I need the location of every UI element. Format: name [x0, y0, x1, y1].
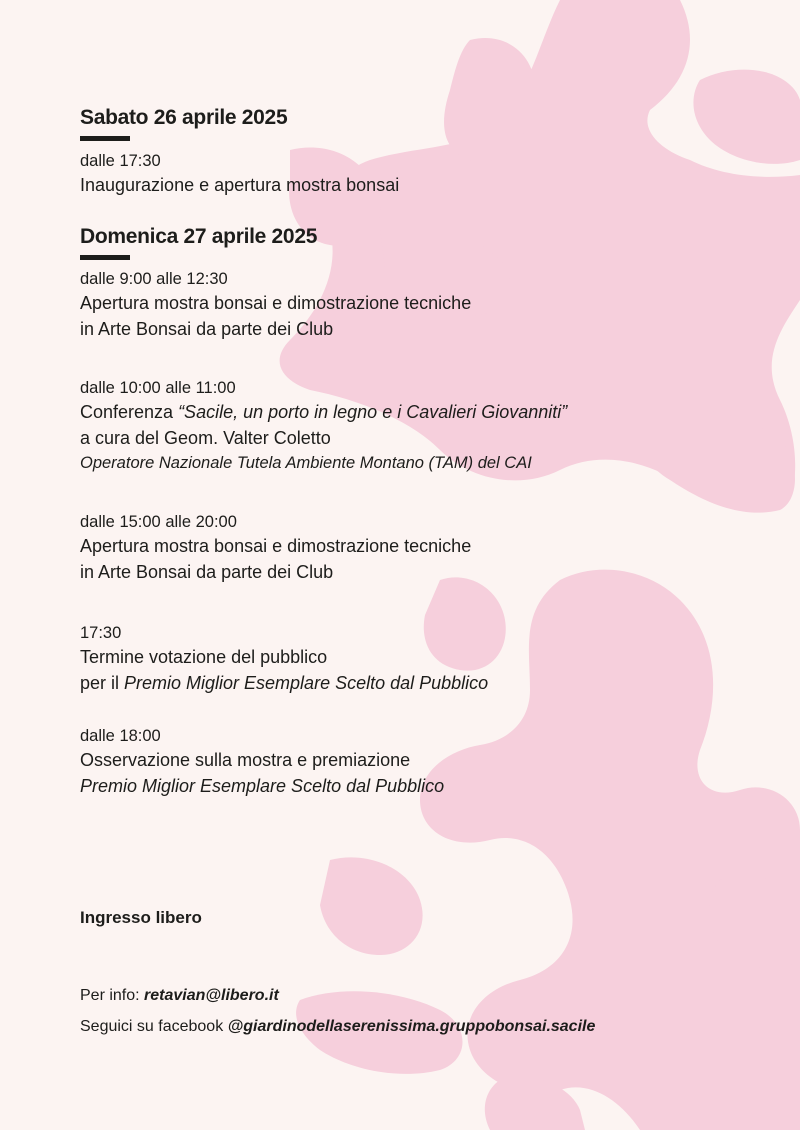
day2-event-1 — [80, 268, 471, 342]
day1-underline — [80, 136, 130, 141]
event-time: dalle 10:00 alle 11:00 — [80, 379, 236, 397]
event-title — [80, 399, 567, 425]
event-title: Termine votazione del pubblico — [80, 647, 328, 667]
day2-event-2 — [80, 377, 567, 475]
facebook-label: Seguici su facebook — [80, 1018, 228, 1035]
day1-event-1 — [80, 150, 399, 198]
event-speaker-role: Operatore Nazionale Tutela Ambiente Montano (TAM) del CAI — [80, 454, 532, 472]
info-label: Per info: — [80, 987, 145, 1004]
day1-heading: Sabato 26 aprile 2025 — [80, 106, 288, 129]
event-title: Apertura mostra bonsai e dimostrazione tecniche — [80, 536, 472, 556]
event-title: Osservazione sulla mostra e premiazione — [80, 750, 411, 770]
event-subtitle — [80, 670, 488, 696]
event-title: Inaugurazione e apertura mostra bonsai — [80, 175, 400, 195]
day2-event-3 — [80, 511, 471, 585]
free-entry-label: Ingresso libero — [80, 908, 202, 927]
day2-underline — [80, 255, 130, 260]
event-time: dalle 18:00 — [80, 727, 161, 745]
day2-heading: Domenica 27 aprile 2025 — [80, 225, 318, 248]
facebook-line — [80, 1018, 595, 1036]
event-time: dalle 17:30 — [80, 152, 161, 170]
conference-title: “Sacile, un porto in legno e i Cavalieri Giovanniti” — [178, 402, 568, 422]
event-time: 17:30 — [80, 624, 122, 642]
award-name: Premio Miglior Esemplare Scelto dal Pubblico — [80, 776, 445, 796]
day2-event-4 — [80, 622, 488, 696]
event-time: dalle 9:00 alle 12:30 — [80, 270, 228, 288]
event-subtitle: in Arte Bonsai da parte dei Club — [80, 562, 334, 582]
award-prefix: per il — [80, 673, 125, 693]
facebook-handle-link[interactable]: @giardinodellaserenissima.gruppobonsai.sacile — [227, 1018, 596, 1035]
conference-label: Conferenza — [80, 402, 179, 422]
event-title: Apertura mostra bonsai e dimostrazione tecniche — [80, 293, 472, 313]
day2-event-5 — [80, 725, 444, 799]
info-email-link[interactable]: retavian@libero.it — [144, 987, 279, 1004]
event-speaker: a cura del Geom. Valter Coletto — [80, 428, 331, 448]
event-time: dalle 15:00 alle 20:00 — [80, 513, 237, 531]
info-line — [80, 987, 279, 1005]
award-name: Premio Miglior Esemplare Scelto dal Pubblico — [124, 673, 489, 693]
event-subtitle: in Arte Bonsai da parte dei Club — [80, 319, 334, 339]
